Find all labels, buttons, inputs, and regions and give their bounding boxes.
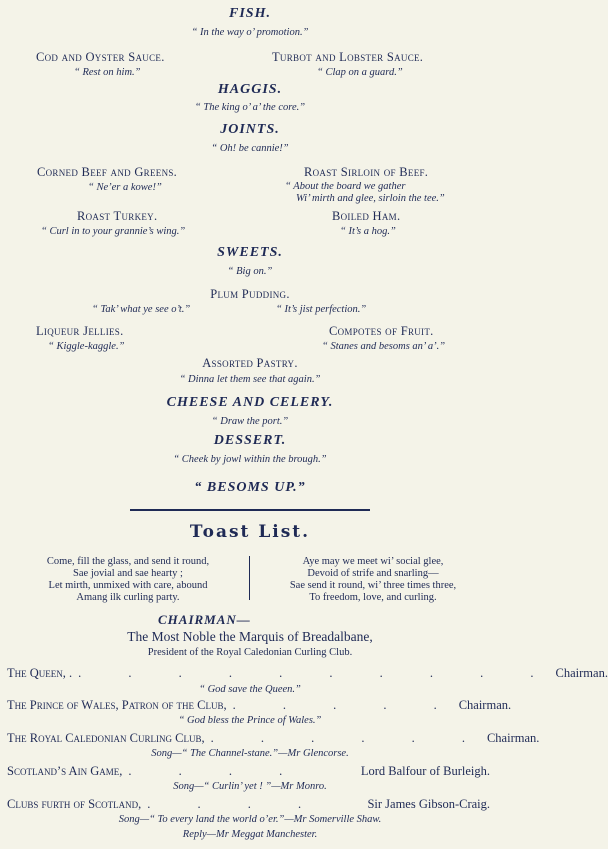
toast-note: Song—“ Curlin’ yet ! ”—Mr Monro. [173,781,327,792]
toast-row [7,666,608,681]
plum-pudding-name: Plum Pudding. [210,287,290,301]
turkey-quote: “ Curl in to your grannie’s wing.” [41,226,186,237]
liqueur-jellies-quote: “ Kiggle-kaggle.” [48,341,125,352]
divider-rule [130,509,370,511]
stanza-divider [249,556,250,600]
toast-row [7,797,490,812]
turbot-dish-quote: “ Clap on a guard.” [317,67,403,78]
cod-dish-quote: “ Rest on him.” [74,67,141,78]
stanza-left-line: Come, fill the glass, and send it round, [46,556,210,567]
turkey-name: Roast Turkey. [77,209,158,223]
toast-row [7,731,540,746]
sirloin-quote-1: “ About the board we gather [285,181,406,192]
leader-dots: . . . . [147,797,324,811]
ham-quote: “ It’s a hog.” [340,226,396,237]
plum-pudding-quote-left: “ Tak’ what ye see o’t.” [92,304,191,315]
sirloin-name: Roast Sirloin of Beef. [304,165,429,179]
stanza-right-line: Sae send it round, wi’ three times three, [289,580,457,591]
chairman-name: The Most Noble the Marquis of Breadalbane, [127,629,373,644]
stanza-right-line: To freedom, love, and curling. [309,592,437,603]
chairman-heading: CHAIRMAN— [158,612,251,627]
stanza-left [14,556,242,604]
fish-quote: “ In the way o’ promotion.” [191,27,309,38]
ham-name: Boiled Ham. [332,209,401,223]
leader-dots: . . . . . [232,698,459,712]
liqueur-jellies-name: Liqueur Jellies. [36,324,124,338]
haggis-quote: “ The king o’ a’ the core.” [194,102,306,113]
dessert-heading: DESSERT. [213,433,287,448]
pastry-name: Assorted Pastry. [202,356,298,370]
toast-note: Song—“ To every land the world o’er.”—Mr Somerville Shaw. [118,814,382,825]
pastry-quote: “ Dinna let them see that again.” [179,374,321,385]
dessert-quote: “ Cheek by jowl within the brough.” [173,454,327,465]
sweets-quote: “ Big on.” [227,266,273,277]
toast-note: “ God save the Queen.” [199,684,301,695]
plum-pudding-quote-right: “ It’s jist perfection.” [276,304,367,315]
sweets-heading: SWEETS. [217,245,283,260]
haggis-heading: HAGGIS. [217,82,283,97]
toast-responder: Chairman. [555,666,608,680]
toast-name: Clubs furth of Scotland, [7,797,142,811]
corned-beef-name: Corned Beef and Greens. [37,165,178,179]
leader-dots: . . . . . . . . . . [78,666,556,680]
stanza-right-line: Aye may we meet wi’ social glee, [302,556,444,567]
besoms-up-closing: “ BESOMS UP.” [194,480,306,495]
toast-note: “ God bless the Prince of Wales.” [178,715,322,726]
stanza-left-line: Sae jovial and sae hearty ; [73,568,183,579]
toast-responder: Sir James Gibson-Craig. [367,797,490,811]
compotes-quote: “ Stanes and besoms an’ a’.” [322,341,446,352]
cod-dish-name: Cod and Oyster Sauce. [36,50,165,64]
fish-heading: FISH. [229,6,271,21]
toast-responder: Chairman. [486,731,540,745]
cheese-heading: CHEESE AND CELERY. [166,395,334,410]
stanza-left-line: Let mirth, unmixed with care, abound [48,580,208,591]
joints-heading: JOINTS. [220,122,280,137]
turbot-dish-name: Turbot and Lobster Sauce. [272,50,424,64]
leader-dots: . . . . . . [210,731,487,745]
toast-note: Song—“ The Channel-stane.”—Mr Glencorse. [151,748,349,759]
toast-reply-note: Reply—Mr Meggat Manchester. [182,829,318,840]
joints-quote: “ Oh! be cannie!” [211,143,289,154]
toast-responder: Chairman. [458,698,512,712]
toast-row [7,764,490,779]
cheese-quote: “ Draw the port.” [211,416,289,427]
leader-dots: . . . . [128,764,305,778]
toast-list-title: Toast List. [189,522,311,542]
stanza-left-line: Amang ilk curling party. [76,592,180,603]
toast-row [7,698,512,713]
stanza-right [258,556,488,604]
corned-beef-quote: “ Ne’er a kowe!” [88,182,162,193]
toast-responder: Lord Balfour of Burleigh. [360,764,490,778]
toast-name: The Prince of Wales, Patron of the Club, [7,698,227,712]
toast-name: Scotland’s Ain Game, [7,764,123,778]
compotes-name: Compotes of Fruit. [329,324,434,338]
chairman-title: President of the Royal Caledonian Curling Club. [147,647,353,658]
sirloin-quote-2: Wi’ mirth and glee, sirloin the tee.” [296,193,445,204]
toast-name: The Queen, . [7,666,73,680]
toast-name: The Royal Caledonian Curling Club, [7,731,205,745]
stanza-right-line: Devoid of strife and snarling— [307,568,439,579]
